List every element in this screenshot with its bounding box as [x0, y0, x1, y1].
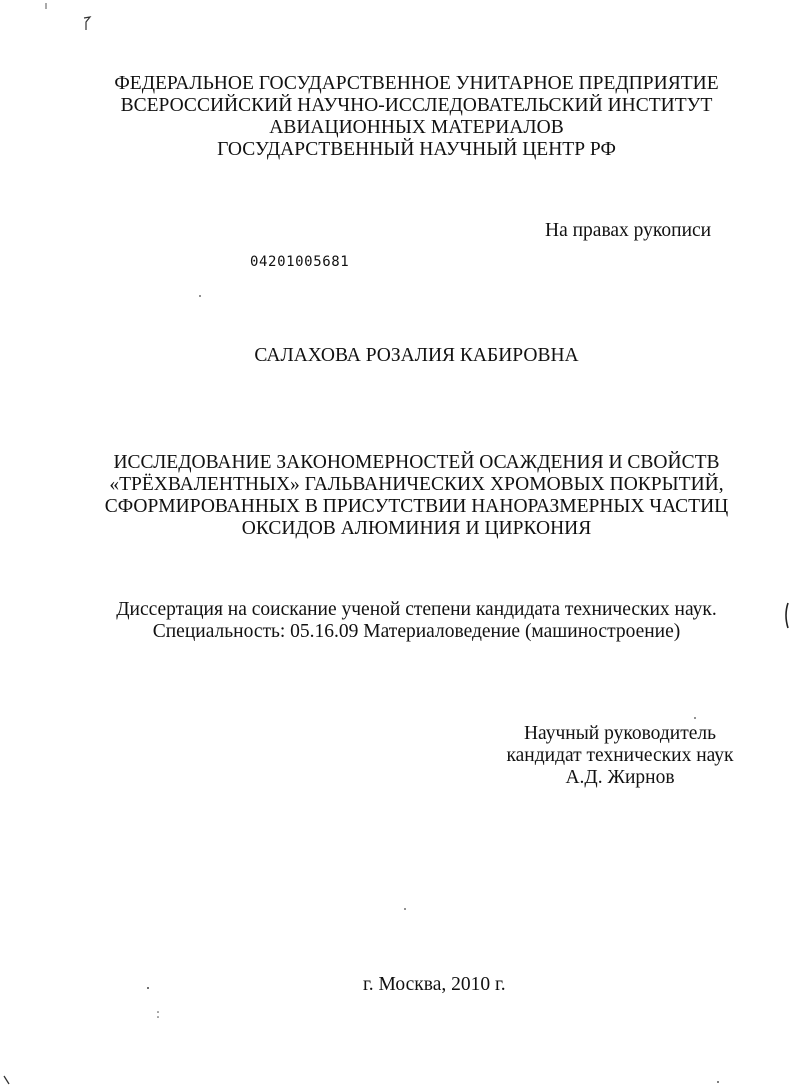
degree-line: Диссертация на соискание ученой степени кандидата технических наук. [116, 599, 717, 620]
dissertation-title [0, 452, 793, 540]
title-line: СФОРМИРОВАННЫХ В ПРИСУТСТВИИ НАНОРАЗМЕРНЫХ ЧАСТИЦ [104, 496, 729, 517]
degree-line: Специальность: 05.16.09 Материаловедение (машиностроение) [152, 621, 681, 642]
supervisor-line: Научный руководитель [523, 723, 717, 744]
supervisor-line: кандидат технических наук [506, 745, 734, 766]
organization-header [0, 73, 793, 161]
supervisor-block [500, 723, 740, 789]
organization-line: ГОСУДАРСТВЕННЫЙ НАУЧНЫЙ ЦЕНТР РФ [217, 139, 616, 160]
organization-line: АВИАЦИОННЫХ МАТЕРИАЛОВ [269, 117, 564, 138]
title-line: ИССЛЕДОВАНИЕ ЗАКОНОМЕРНОСТЕЙ ОСАЖДЕНИЯ И СВОЙСТВ [113, 452, 720, 473]
registration-code: 04201005681 [250, 254, 350, 270]
manuscript-note: На правах рукописи [545, 220, 712, 241]
organization-line: ФЕДЕРАЛЬНОЕ ГОСУДАРСТВЕННОЕ УНИТАРНОЕ ПРЕДПРИЯТИЕ [114, 73, 719, 94]
organization-line: ВСЕРОССИЙСКИЙ НАУЧНО-ИССЛЕДОВАТЕЛЬСКИЙ ИНСТИТУТ [120, 95, 713, 116]
title-line: «ТРЁХВАЛЕНТНЫХ» ГАЛЬВАНИЧЕСКИХ ХРОМОВЫХ ПОКРЫТИЙ, [109, 474, 724, 495]
title-line: ОКСИДОВ АЛЮМИНИЯ И ЦИРКОНИЯ [241, 518, 592, 539]
author-name [0, 345, 793, 367]
degree-statement [0, 599, 793, 643]
author-line: САЛАХОВА РОЗАЛИЯ КАБИРОВНА [254, 345, 579, 366]
place-and-year: г. Москва, 2010 г. [363, 974, 506, 995]
supervisor-line: А.Д. Жирнов [565, 767, 675, 788]
